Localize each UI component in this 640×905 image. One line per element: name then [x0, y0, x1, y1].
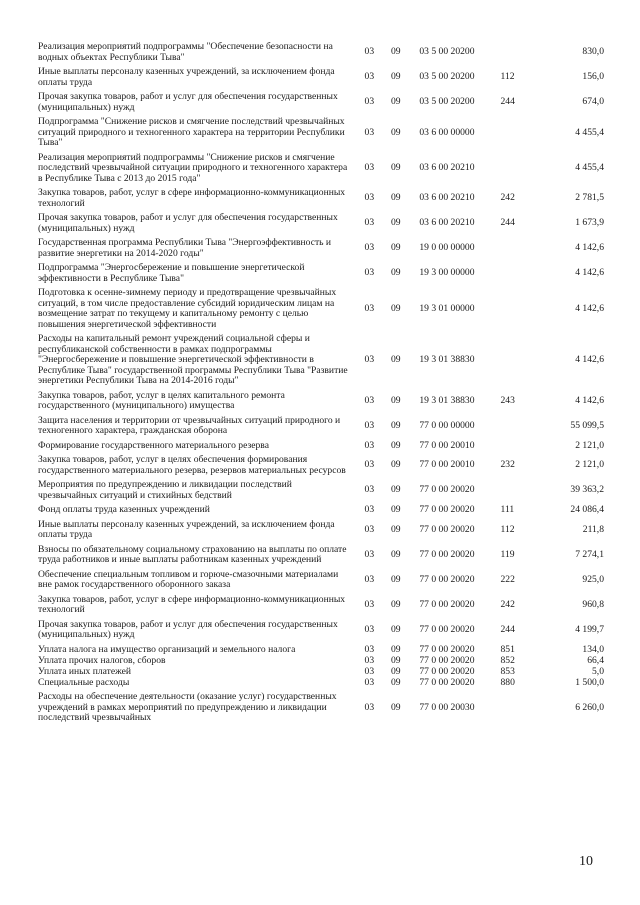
- expense-name: Иные выплаты персоналу казенных учреждений, за исключением фонда оплаты труда: [38, 66, 335, 88]
- subsection-code: 09: [390, 419, 401, 431]
- table-row: [38, 545, 604, 570]
- subsection-code: 09: [390, 643, 401, 655]
- expense-name: Уплата налога на имущество организаций и земельного налога: [38, 643, 296, 655]
- expense-name: Уплата иных платежей: [38, 665, 132, 677]
- expense-type-code: 112: [500, 523, 515, 535]
- amount: 830,0: [582, 46, 604, 58]
- target-article-code: 03 6 00 20210: [419, 192, 475, 204]
- section-code: 03: [364, 419, 375, 431]
- target-article-code: 77 0 00 20020: [419, 573, 475, 585]
- table-row: [38, 334, 604, 391]
- section-code: 03: [364, 701, 375, 713]
- expense-name: Государственная программа Республики Тыва "Энергоэффективность и развитие энергетики на 2014-2020 годы": [38, 237, 332, 259]
- expense-type-code: [501, 42, 535, 67]
- amount: 1 500,0: [575, 676, 604, 688]
- amount: 7 274,1: [575, 548, 604, 560]
- amount: 2 121,0: [575, 459, 604, 471]
- expense-name: Обеспечение специальным топливом и горюче-смазочными материалами вне рамок государственного оборонного заказа: [38, 568, 339, 590]
- table-row: [38, 238, 604, 263]
- expense-name: Подпрограмма "Энергосбережение и повышение энергетической эффективности в Республике Тыва": [38, 262, 305, 284]
- subsection-code: 09: [390, 126, 401, 138]
- expense-type-code: [501, 480, 535, 505]
- target-article-code: 19 3 01 00000: [419, 302, 475, 314]
- target-article-code: 19 0 00 00000: [419, 242, 475, 254]
- expense-type-code: [501, 334, 535, 391]
- subsection-code: 09: [390, 71, 401, 83]
- expense-name: Расходы на обеспечение деятельности (оказание услуг) государственных учреждений в рамках мероприятий по предупреждению и ликвидации последствий чрезвычайных: [38, 691, 337, 723]
- section-code: 03: [364, 439, 375, 451]
- section-code: 03: [364, 46, 375, 58]
- amount: 4 142,6: [575, 242, 604, 254]
- amount: 66,4: [587, 654, 604, 666]
- expense-type-code: 111: [500, 504, 515, 515]
- target-article-code: 77 0 00 20020: [419, 504, 475, 515]
- amount: 4 455,4: [575, 162, 604, 173]
- target-article-code: 77 0 00 20020: [419, 598, 475, 610]
- target-article-code: 77 0 00 20030: [419, 701, 475, 713]
- subsection-code: 09: [390, 484, 401, 496]
- section-code: 03: [364, 192, 375, 204]
- section-code: 03: [364, 484, 375, 496]
- section-code: 03: [364, 71, 375, 83]
- expense-name: Подготовка к осенне-зимнему периоду и предотвращение чрезвычайных ситуаций, в том числе предоставление субсидий юридическим лицам на возмещение затрат по текущему и капитальному ремонту с целью повышения энергетической эффективности: [38, 287, 337, 330]
- amount: 4 199,7: [575, 623, 604, 635]
- table-row: [38, 153, 604, 189]
- amount: 134,0: [582, 643, 604, 655]
- target-article-code: 77 0 00 20010: [419, 439, 475, 451]
- amount: 960,8: [582, 598, 604, 610]
- expense-type-code: [501, 263, 535, 288]
- expense-type-code: 243: [500, 394, 515, 406]
- budget-table: [38, 42, 604, 728]
- section-code: 03: [364, 354, 375, 365]
- section-code: 03: [364, 217, 375, 229]
- section-code: 03: [364, 665, 375, 677]
- expense-type-code: [501, 238, 535, 263]
- expense-name: Закупка товаров, работ, услуг в сфере информационно-коммуникационных технологий: [38, 593, 346, 615]
- subsection-code: 09: [390, 573, 401, 585]
- table-row: [38, 117, 604, 153]
- expense-name: Реализация мероприятий подпрограммы "Обеспечение безопасности на водных объектах Республики Тыва": [38, 41, 333, 63]
- amount: 24 086,4: [570, 504, 604, 515]
- amount: 4 142,6: [575, 354, 604, 365]
- table-row: [38, 678, 604, 693]
- amount: 4 142,6: [575, 394, 604, 406]
- section-code: 03: [364, 267, 375, 279]
- expense-type-code: 852: [500, 654, 515, 666]
- table-row: [38, 570, 604, 595]
- amount: 55 099,5: [570, 419, 604, 431]
- target-article-code: 77 0 00 20020: [419, 548, 475, 560]
- subsection-code: 09: [390, 96, 401, 108]
- subsection-code: 09: [390, 46, 401, 58]
- table-row: [38, 595, 604, 620]
- expense-name: Формирование государственного материального резерва: [38, 439, 269, 451]
- expense-name: Закупка товаров, работ, услуг в сфере информационно-коммуникационных технологий: [38, 187, 346, 209]
- section-code: 03: [364, 459, 375, 471]
- subsection-code: 09: [390, 459, 401, 471]
- table-row: [38, 92, 604, 117]
- section-code: 03: [364, 126, 375, 138]
- expense-type-code: 112: [500, 71, 515, 83]
- amount: 5,0: [592, 665, 604, 677]
- expense-name: Мероприятия по предупреждению и ликвидации последствий чрезвычайных ситуаций и стихийных бедствий: [38, 479, 292, 501]
- subsection-code: 09: [390, 242, 401, 254]
- amount: 4 142,6: [575, 302, 604, 314]
- expense-type-code: 851: [500, 643, 515, 655]
- expense-name: Прочая закупка товаров, работ и услуг для обеспечения государственных (муниципальных) нужд: [38, 91, 338, 113]
- amount: 39 363,2: [570, 484, 604, 496]
- expense-name: Реализация мероприятий подпрограммы "Снижение рисков и смягчение последствий чрезвычайной ситуации природного и техногенного характера в Республике Тыва с 2013 до 2015 года": [38, 151, 348, 184]
- expense-type-code: [501, 117, 535, 153]
- target-article-code: 77 0 00 00000: [419, 419, 475, 431]
- table-row: [38, 42, 604, 67]
- section-code: 03: [364, 676, 375, 688]
- target-article-code: 77 0 00 20020: [419, 484, 475, 496]
- table-row: [38, 692, 604, 728]
- target-article-code: 19 3 00 00000: [419, 267, 475, 279]
- expense-name: Взносы по обязательному социальному страхованию на выплаты по оплате труда работников и иные выплаты работникам казенных учреждений: [38, 543, 347, 565]
- expense-type-code: 880: [500, 676, 515, 688]
- expense-type-code: 853: [500, 665, 515, 677]
- expense-type-code: [501, 288, 535, 334]
- section-code: 03: [364, 573, 375, 585]
- target-article-code: 03 6 00 20210: [419, 162, 475, 173]
- subsection-code: 09: [390, 439, 401, 451]
- subsection-code: 09: [390, 394, 401, 406]
- table-row: [38, 391, 604, 416]
- expense-type-code: 242: [500, 192, 515, 204]
- section-code: 03: [364, 96, 375, 108]
- target-article-code: 77 0 00 20020: [419, 654, 475, 666]
- target-article-code: 03 6 00 20210: [419, 217, 475, 229]
- subsection-code: 09: [390, 654, 401, 666]
- amount: 6 260,0: [575, 701, 604, 713]
- subsection-code: 09: [390, 354, 401, 365]
- subsection-code: 09: [390, 598, 401, 610]
- subsection-code: 09: [390, 676, 401, 688]
- expense-type-code: 222: [500, 573, 515, 585]
- subsection-code: 09: [390, 523, 401, 535]
- table-row: [38, 645, 604, 656]
- expense-type-code: 244: [500, 623, 515, 635]
- amount: 2 781,5: [575, 192, 604, 204]
- expense-name: Прочая закупка товаров, работ и услуг для обеспечения государственных (муниципальных) нужд: [38, 618, 338, 640]
- table-row: [38, 288, 604, 334]
- subsection-code: 09: [390, 267, 401, 279]
- subsection-code: 09: [390, 162, 401, 173]
- subsection-code: 09: [390, 665, 401, 677]
- target-article-code: 03 5 00 20200: [419, 96, 475, 108]
- target-article-code: 03 6 00 00000: [419, 126, 475, 138]
- amount: 211,8: [582, 523, 604, 535]
- table-row: [38, 520, 604, 545]
- amount: 2 121,0: [575, 439, 604, 451]
- expense-type-code: [501, 692, 535, 728]
- amount: 1 673,9: [575, 217, 604, 229]
- table-row: [38, 263, 604, 288]
- expense-type-code: 242: [500, 598, 515, 610]
- expense-type-code: [501, 416, 535, 441]
- subsection-code: 09: [390, 217, 401, 229]
- target-article-code: 19 3 01 38830: [419, 394, 475, 406]
- target-article-code: 77 0 00 20020: [419, 523, 475, 535]
- subsection-code: 09: [390, 548, 401, 560]
- target-article-code: 19 3 01 38830: [419, 354, 475, 365]
- section-code: 03: [364, 302, 375, 314]
- section-code: 03: [364, 242, 375, 254]
- table-row: [38, 416, 604, 441]
- target-article-code: 77 0 00 20020: [419, 623, 475, 635]
- table-row: [38, 505, 604, 520]
- section-code: 03: [364, 548, 375, 560]
- section-code: 03: [364, 643, 375, 655]
- section-code: 03: [364, 598, 375, 610]
- target-article-code: 03 5 00 20200: [419, 71, 475, 83]
- target-article-code: 77 0 00 20020: [419, 643, 475, 655]
- table-row: [38, 441, 604, 456]
- expense-type-code: [501, 153, 535, 189]
- table-row: [38, 455, 604, 480]
- section-code: 03: [364, 394, 375, 406]
- subsection-code: 09: [390, 504, 401, 515]
- amount: 674,0: [582, 96, 604, 108]
- target-article-code: 03 5 00 20200: [419, 46, 475, 58]
- budget-table-body: [38, 42, 604, 728]
- expense-type-code: 119: [500, 548, 515, 560]
- section-code: 03: [364, 523, 375, 535]
- expense-name: Защита населения и территории от чрезвычайных ситуаций природного и техногенного характера, гражданская оборона: [38, 414, 341, 436]
- expense-type-code: [501, 441, 535, 456]
- table-row: [38, 188, 604, 213]
- page-number: 10: [579, 854, 593, 869]
- table-row: [38, 480, 604, 505]
- section-code: 03: [364, 162, 375, 173]
- table-row: [38, 620, 604, 645]
- expense-name: Закупка товаров, работ, услуг в целях обеспечения формирования государственного материального резерва, резервов материальных ресурсов: [38, 454, 346, 476]
- expense-name: Иные выплаты персоналу казенных учреждений, за исключением фонда оплаты труда: [38, 518, 335, 540]
- expense-name: Подпрограмма "Снижение рисков и смягчение последствий чрезвычайных ситуаций природного и техногенного характера на территории Республики Тыва": [38, 116, 345, 148]
- target-article-code: 77 0 00 20010: [419, 459, 475, 471]
- table-row: [38, 667, 604, 678]
- subsection-code: 09: [390, 701, 401, 713]
- section-code: 03: [364, 654, 375, 666]
- expense-type-code: 232: [500, 459, 515, 471]
- expense-name: Уплата прочих налогов, сборов: [38, 654, 166, 666]
- table-row: [38, 67, 604, 92]
- target-article-code: 77 0 00 20020: [419, 676, 475, 688]
- subsection-code: 09: [390, 302, 401, 314]
- target-article-code: 77 0 00 20020: [419, 665, 475, 677]
- amount: 4 455,4: [575, 126, 604, 138]
- amount: 925,0: [582, 573, 604, 585]
- subsection-code: 09: [390, 623, 401, 635]
- expense-type-code: 244: [500, 217, 515, 229]
- expense-name: Расходы на капитальный ремонт учреждений социальной сферы и республиканской собственности в рамках подпрограммы "Энергосбережение и повышение энергетической эффективности в Республике Тыва" государственной программы Республики Тыва "Развитие энергетики Республики Тыва на 2014-2016 годы": [38, 333, 348, 386]
- amount: 156,0: [582, 71, 604, 83]
- subsection-code: 09: [390, 192, 401, 204]
- table-row: [38, 656, 604, 667]
- expense-name: Закупка товаров, работ, услуг в целях капитального ремонта государственного (муниципального) имущества: [38, 389, 285, 411]
- expense-name: Прочая закупка товаров, работ и услуг для обеспечения государственных (муниципальных) нужд: [38, 212, 338, 234]
- expense-name: Специальные расходы: [38, 676, 130, 688]
- expense-type-code: 244: [500, 96, 515, 108]
- table-row: [38, 213, 604, 238]
- section-code: 03: [364, 504, 375, 515]
- amount: 4 142,6: [575, 267, 604, 279]
- section-code: 03: [364, 623, 375, 635]
- expense-name: Фонд оплаты труда казенных учреждений: [38, 504, 210, 515]
